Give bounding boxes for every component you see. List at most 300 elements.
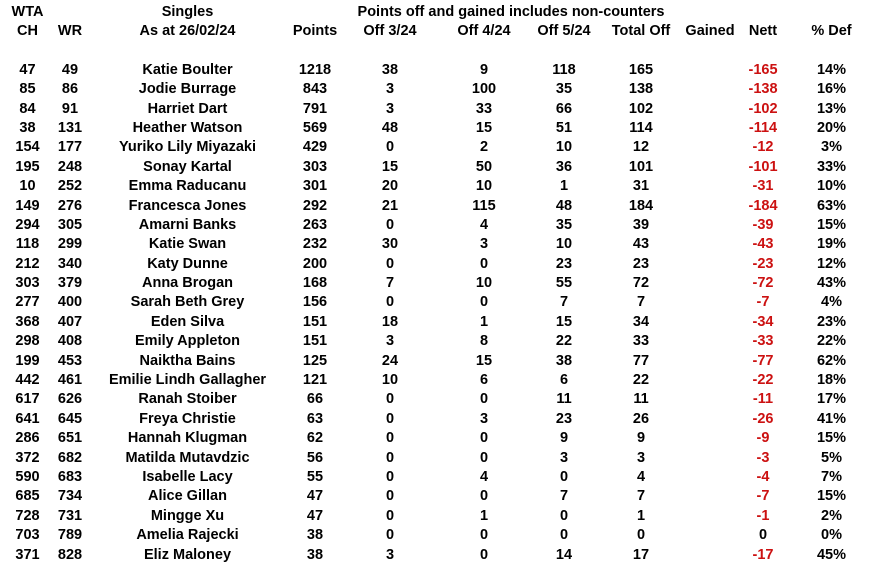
wr-cell[interactable]: 252 bbox=[57, 178, 83, 195]
total-off-cell[interactable]: 72 bbox=[632, 275, 650, 292]
total-off-cell[interactable]: 0 bbox=[636, 527, 646, 544]
column-header-gained[interactable]: Gained bbox=[685, 23, 735, 40]
total-off-cell[interactable]: 26 bbox=[632, 410, 650, 427]
total-off-cell[interactable]: 4 bbox=[636, 468, 646, 485]
player-name-cell[interactable]: Emily Appleton bbox=[135, 333, 240, 350]
table-body bbox=[0, 61, 875, 565]
pct-def-cell[interactable]: 19% bbox=[816, 236, 847, 253]
table-row bbox=[0, 197, 875, 216]
wr-cell[interactable]: 626 bbox=[57, 391, 83, 408]
off-4-24-cell[interactable]: 4 bbox=[479, 216, 489, 233]
points-cell[interactable]: 569 bbox=[302, 119, 328, 136]
points-cell[interactable]: 62 bbox=[306, 430, 324, 447]
player-name-cell[interactable]: Harriet Dart bbox=[147, 100, 228, 117]
ch-cell[interactable]: 590 bbox=[15, 468, 40, 485]
off-4-24-cell[interactable]: 0 bbox=[479, 430, 489, 447]
pct-def-cell[interactable]: 62% bbox=[816, 352, 847, 369]
table-row bbox=[0, 390, 875, 409]
off-5-24-cell[interactable]: 23 bbox=[555, 255, 573, 272]
off-3-24-cell[interactable]: 0 bbox=[385, 507, 395, 524]
total-off-cell[interactable]: 165 bbox=[628, 61, 654, 78]
off-3-24-cell[interactable]: 0 bbox=[385, 527, 395, 544]
total-off-cell[interactable]: 23 bbox=[632, 255, 650, 272]
ch-cell[interactable]: 85 bbox=[19, 81, 36, 98]
off-3-24-cell[interactable]: 0 bbox=[385, 255, 395, 272]
player-name-cell[interactable]: Sarah Beth Grey bbox=[130, 294, 245, 311]
column-header-as-at-date[interactable]: As at 26/02/24 bbox=[139, 23, 236, 40]
off-3-24-cell[interactable]: 48 bbox=[381, 119, 399, 136]
spacer-row bbox=[0, 42, 875, 61]
wr-cell[interactable]: 86 bbox=[61, 81, 79, 98]
off-4-24-cell[interactable]: 10 bbox=[475, 178, 493, 195]
table-row bbox=[0, 507, 875, 526]
total-off-cell[interactable]: 3 bbox=[636, 449, 646, 466]
total-off-cell[interactable]: 114 bbox=[629, 119, 653, 136]
column-header-off-4-24[interactable]: Off 4/24 bbox=[457, 23, 511, 40]
table-row bbox=[0, 313, 875, 332]
total-off-cell[interactable]: 39 bbox=[632, 216, 650, 233]
off-3-24-cell[interactable]: 24 bbox=[381, 352, 399, 369]
player-name-cell[interactable]: Katie Swan bbox=[148, 236, 227, 253]
points-cell[interactable]: 232 bbox=[302, 236, 328, 253]
pct-def-cell[interactable]: 23% bbox=[816, 313, 847, 330]
player-name-cell[interactable]: Hannah Klugman bbox=[127, 430, 248, 447]
pct-def-cell[interactable]: 5% bbox=[821, 449, 842, 466]
off-3-24-cell[interactable]: 0 bbox=[385, 391, 395, 408]
table-row bbox=[0, 138, 875, 157]
off-4-24-cell[interactable]: 1 bbox=[479, 507, 489, 524]
off-3-24-cell[interactable]: 18 bbox=[381, 313, 399, 330]
player-name-cell[interactable]: Amarni Banks bbox=[138, 216, 237, 233]
off-3-24-cell[interactable]: 38 bbox=[381, 61, 399, 78]
off-5-24-cell[interactable]: 15 bbox=[555, 313, 573, 330]
off-3-24-cell[interactable]: 0 bbox=[385, 468, 395, 485]
table-row bbox=[0, 410, 875, 429]
table-row bbox=[0, 332, 875, 351]
pct-def-cell[interactable]: 63% bbox=[816, 197, 847, 214]
points-cell[interactable]: 56 bbox=[306, 449, 324, 466]
player-name-cell[interactable]: Emma Raducanu bbox=[128, 178, 247, 195]
ch-cell[interactable]: 294 bbox=[15, 216, 40, 233]
total-off-cell[interactable]: 1 bbox=[636, 507, 646, 524]
points-cell[interactable]: 200 bbox=[302, 255, 328, 272]
wr-cell[interactable]: 734 bbox=[57, 488, 83, 505]
ch-cell[interactable]: 298 bbox=[15, 333, 40, 350]
off-5-24-cell[interactable]: 10 bbox=[555, 236, 573, 253]
table-row bbox=[0, 119, 875, 138]
nett-cell[interactable]: -43 bbox=[752, 236, 774, 253]
table-row bbox=[0, 235, 875, 254]
player-name-cell[interactable]: Alice Gillan bbox=[148, 488, 227, 505]
points-cell[interactable]: 55 bbox=[306, 468, 324, 485]
off-3-24-cell[interactable]: 0 bbox=[385, 410, 395, 427]
column-header-off-3-24[interactable]: Off 3/24 bbox=[363, 23, 417, 40]
pct-def-cell[interactable]: 17% bbox=[816, 391, 847, 408]
ch-cell[interactable]: 703 bbox=[15, 527, 40, 544]
points-cell[interactable]: 303 bbox=[302, 158, 328, 175]
off-4-24-cell[interactable]: 15 bbox=[475, 119, 493, 136]
off-5-24-cell[interactable]: 6 bbox=[559, 372, 569, 389]
ch-cell[interactable]: 277 bbox=[15, 294, 40, 311]
off-3-24-cell[interactable]: 0 bbox=[385, 430, 395, 447]
wr-cell[interactable]: 828 bbox=[57, 546, 83, 563]
player-name-cell[interactable]: Francesca Jones bbox=[128, 197, 247, 214]
table-row bbox=[0, 352, 875, 371]
points-cell[interactable]: 301 bbox=[302, 178, 328, 195]
total-off-cell[interactable]: 17 bbox=[632, 546, 650, 563]
pct-def-cell[interactable]: 22% bbox=[816, 333, 847, 350]
table-row bbox=[0, 177, 875, 196]
nett-cell[interactable]: -3 bbox=[756, 449, 770, 466]
ch-cell[interactable]: 368 bbox=[15, 313, 40, 330]
off-4-24-cell[interactable]: 6 bbox=[479, 372, 489, 389]
table-row bbox=[0, 274, 875, 293]
off-3-24-cell[interactable]: 3 bbox=[385, 81, 395, 98]
wr-cell[interactable]: 682 bbox=[57, 449, 83, 466]
off-5-24-cell[interactable]: 0 bbox=[559, 507, 569, 524]
nett-cell[interactable]: -77 bbox=[752, 352, 774, 369]
ch-cell[interactable]: 10 bbox=[19, 178, 36, 195]
nett-cell[interactable]: 0 bbox=[758, 527, 768, 544]
player-name-cell[interactable]: Eden Silva bbox=[150, 313, 225, 330]
off-5-24-cell[interactable]: 48 bbox=[555, 197, 573, 214]
off-4-24-cell[interactable]: 10 bbox=[475, 275, 493, 292]
off-5-24-cell[interactable]: 36 bbox=[555, 158, 573, 175]
nett-cell[interactable]: -31 bbox=[752, 178, 774, 195]
mode-title-cell[interactable]: Singles bbox=[161, 4, 214, 20]
total-off-cell[interactable]: 22 bbox=[632, 372, 650, 389]
off-3-24-cell[interactable]: 0 bbox=[385, 488, 395, 505]
pct-def-cell[interactable]: 15% bbox=[816, 216, 847, 233]
nett-cell[interactable]: -102 bbox=[748, 100, 778, 117]
pct-def-cell[interactable]: 12% bbox=[816, 255, 847, 272]
points-cell[interactable]: 263 bbox=[302, 216, 328, 233]
player-name-cell[interactable]: Katie Boulter bbox=[142, 61, 233, 78]
player-name-cell[interactable]: Matilda Mutavdzic bbox=[125, 449, 250, 466]
player-name-cell[interactable]: Freya Christie bbox=[139, 410, 236, 427]
off-5-24-cell[interactable]: 51 bbox=[555, 119, 573, 136]
ch-cell[interactable]: 371 bbox=[15, 546, 40, 563]
column-header-row bbox=[0, 22, 875, 41]
points-cell[interactable]: 1218 bbox=[298, 61, 332, 78]
nett-cell[interactable]: -72 bbox=[752, 275, 774, 292]
off-3-24-cell[interactable]: 0 bbox=[385, 449, 395, 466]
pct-def-cell[interactable]: 41% bbox=[816, 410, 847, 427]
total-off-cell[interactable]: 138 bbox=[628, 81, 654, 98]
wr-cell[interactable]: 299 bbox=[57, 236, 83, 253]
table-row bbox=[0, 216, 875, 235]
nett-cell[interactable]: -34 bbox=[752, 313, 774, 330]
nett-cell[interactable]: -22 bbox=[752, 372, 774, 389]
ch-cell[interactable]: 149 bbox=[15, 197, 40, 214]
points-cell[interactable]: 47 bbox=[306, 488, 324, 505]
wr-cell[interactable]: 731 bbox=[57, 507, 83, 524]
total-off-cell[interactable]: 34 bbox=[632, 313, 650, 330]
off-3-24-cell[interactable]: 10 bbox=[381, 372, 399, 389]
pct-def-cell[interactable]: 13% bbox=[816, 100, 847, 117]
ch-cell[interactable]: 685 bbox=[15, 488, 40, 505]
off-5-24-cell[interactable]: 35 bbox=[555, 81, 573, 98]
off-5-24-cell[interactable]: 10 bbox=[555, 139, 573, 156]
off-4-24-cell[interactable]: 0 bbox=[479, 449, 489, 466]
pct-def-cell[interactable]: 4% bbox=[821, 294, 842, 311]
off-3-24-cell[interactable]: 0 bbox=[385, 216, 395, 233]
points-cell[interactable]: 791 bbox=[302, 100, 328, 117]
points-cell[interactable]: 63 bbox=[306, 410, 324, 427]
table-row bbox=[0, 158, 875, 177]
total-off-cell[interactable]: 33 bbox=[632, 333, 650, 350]
ch-cell[interactable]: 118 bbox=[15, 236, 40, 253]
wr-cell[interactable]: 408 bbox=[57, 333, 83, 350]
off-4-24-cell[interactable]: 4 bbox=[479, 468, 489, 485]
column-header-nett[interactable]: Nett bbox=[748, 23, 778, 40]
points-cell[interactable]: 168 bbox=[302, 275, 328, 292]
points-cell[interactable]: 429 bbox=[302, 139, 328, 156]
ch-cell[interactable]: 199 bbox=[15, 352, 40, 369]
table-row bbox=[0, 546, 875, 565]
column-header-pct-def[interactable]: % Def bbox=[811, 23, 852, 40]
pct-def-cell[interactable]: 7% bbox=[821, 468, 842, 485]
total-off-cell[interactable]: 12 bbox=[632, 139, 650, 156]
player-name-cell[interactable]: Amelia Rajecki bbox=[136, 527, 239, 544]
wr-cell[interactable]: 276 bbox=[57, 197, 83, 214]
nett-cell[interactable]: -39 bbox=[752, 216, 774, 233]
player-name-cell[interactable]: Yuriko Lily Miyazaki bbox=[119, 139, 256, 156]
player-name-cell[interactable]: Eliz Maloney bbox=[143, 546, 232, 563]
pct-def-cell[interactable]: 18% bbox=[816, 372, 847, 389]
off-5-24-cell[interactable]: 7 bbox=[559, 294, 569, 311]
org-title-cell[interactable]: WTA bbox=[11, 4, 44, 20]
off-4-24-cell[interactable]: 0 bbox=[479, 488, 489, 505]
ch-cell[interactable]: 641 bbox=[15, 410, 40, 427]
total-off-cell[interactable]: 11 bbox=[633, 391, 649, 408]
player-name-cell[interactable]: Heather Watson bbox=[132, 119, 243, 136]
wr-cell[interactable]: 400 bbox=[57, 294, 83, 311]
nett-cell[interactable]: -1 bbox=[756, 507, 770, 524]
points-cell[interactable]: 47 bbox=[306, 507, 324, 524]
nett-cell[interactable]: -7 bbox=[756, 488, 770, 505]
ch-cell[interactable]: 47 bbox=[19, 61, 36, 78]
points-cell[interactable]: 151 bbox=[302, 313, 328, 330]
off-4-24-cell[interactable]: 33 bbox=[475, 100, 493, 117]
off-5-24-cell[interactable]: 23 bbox=[555, 410, 573, 427]
nett-cell[interactable]: -12 bbox=[752, 139, 774, 156]
wr-cell[interactable]: 461 bbox=[57, 372, 83, 389]
points-cell[interactable]: 292 bbox=[302, 197, 328, 214]
off-3-24-cell[interactable]: 30 bbox=[381, 236, 399, 253]
points-cell[interactable]: 156 bbox=[302, 294, 328, 311]
ch-cell[interactable]: 84 bbox=[19, 100, 36, 117]
pct-def-cell[interactable]: 33% bbox=[816, 158, 847, 175]
wr-cell[interactable]: 340 bbox=[57, 255, 83, 272]
column-header-off-5-24[interactable]: Off 5/24 bbox=[537, 23, 591, 40]
total-off-cell[interactable]: 9 bbox=[636, 430, 646, 447]
off-5-24-cell[interactable]: 66 bbox=[555, 100, 573, 117]
off-4-24-cell[interactable]: 0 bbox=[479, 255, 489, 272]
ch-cell[interactable]: 195 bbox=[15, 158, 40, 175]
off-4-24-cell[interactable]: 2 bbox=[479, 139, 489, 156]
wr-cell[interactable]: 683 bbox=[57, 468, 83, 485]
nett-cell[interactable]: -33 bbox=[752, 333, 774, 350]
nett-cell[interactable]: -4 bbox=[756, 468, 770, 485]
off-4-24-cell[interactable]: 3 bbox=[479, 410, 489, 427]
off-5-24-cell[interactable]: 9 bbox=[559, 430, 569, 447]
off-5-24-cell[interactable]: 22 bbox=[555, 333, 573, 350]
off-5-24-cell[interactable]: 118 bbox=[552, 61, 576, 78]
wr-cell[interactable]: 49 bbox=[61, 61, 79, 78]
table-row bbox=[0, 255, 875, 274]
nett-cell[interactable]: -101 bbox=[748, 158, 778, 175]
ch-cell[interactable]: 372 bbox=[15, 449, 40, 466]
ch-cell[interactable]: 442 bbox=[15, 372, 40, 389]
off-5-24-cell[interactable]: 35 bbox=[555, 216, 573, 233]
total-off-cell[interactable]: 101 bbox=[628, 158, 654, 175]
player-name-cell[interactable]: Mingge Xu bbox=[150, 507, 225, 524]
pct-def-cell[interactable]: 10% bbox=[816, 178, 847, 195]
total-off-cell[interactable]: 7 bbox=[636, 488, 646, 505]
column-header-ch[interactable]: CH bbox=[17, 23, 38, 40]
pct-def-cell[interactable]: 16% bbox=[816, 81, 847, 98]
player-name-cell[interactable]: Naiktha Bains bbox=[139, 352, 236, 369]
off-3-24-cell[interactable]: 7 bbox=[385, 275, 395, 292]
off-3-24-cell[interactable]: 3 bbox=[385, 333, 395, 350]
off-4-24-cell[interactable]: 8 bbox=[479, 333, 489, 350]
off-3-24-cell[interactable]: 0 bbox=[385, 139, 395, 156]
wr-cell[interactable]: 379 bbox=[57, 275, 83, 292]
player-name-cell[interactable]: Isabelle Lacy bbox=[142, 468, 233, 485]
off-5-24-cell[interactable]: 3 bbox=[559, 449, 569, 466]
table-row bbox=[0, 449, 875, 468]
nett-cell[interactable]: -114 bbox=[748, 119, 778, 136]
table-row bbox=[0, 468, 875, 487]
table-row bbox=[0, 100, 875, 119]
player-name-cell[interactable]: Emilie Lindh Gallagher bbox=[108, 372, 267, 389]
off-4-24-cell[interactable]: 100 bbox=[471, 81, 497, 98]
wr-cell[interactable]: 453 bbox=[57, 352, 83, 369]
total-off-cell[interactable]: 43 bbox=[632, 236, 650, 253]
player-name-cell[interactable]: Jodie Burrage bbox=[138, 81, 237, 98]
wr-cell[interactable]: 789 bbox=[57, 527, 83, 544]
off-4-24-cell[interactable]: 50 bbox=[475, 158, 493, 175]
wr-cell[interactable]: 407 bbox=[57, 313, 83, 330]
total-off-cell[interactable]: 102 bbox=[628, 100, 654, 117]
nett-cell[interactable]: -23 bbox=[752, 255, 774, 272]
off-5-24-cell[interactable]: 0 bbox=[559, 468, 569, 485]
table-row bbox=[0, 526, 875, 545]
off-3-24-cell[interactable]: 3 bbox=[385, 546, 395, 563]
off-4-24-cell[interactable]: 0 bbox=[479, 294, 489, 311]
off-5-24-cell[interactable]: 0 bbox=[559, 527, 569, 544]
ch-cell[interactable]: 38 bbox=[19, 119, 36, 136]
wr-cell[interactable]: 651 bbox=[57, 430, 83, 447]
off-3-24-cell[interactable]: 15 bbox=[381, 158, 399, 175]
off-4-24-cell[interactable]: 115 bbox=[472, 197, 496, 214]
pct-def-cell[interactable]: 15% bbox=[816, 430, 847, 447]
nett-cell[interactable]: -17 bbox=[752, 546, 774, 563]
player-name-cell[interactable]: Anna Brogan bbox=[141, 275, 234, 292]
off-5-24-cell[interactable]: 38 bbox=[555, 352, 573, 369]
off-4-24-cell[interactable]: 3 bbox=[479, 236, 489, 253]
pct-def-cell[interactable]: 3% bbox=[821, 139, 842, 156]
wr-cell[interactable]: 177 bbox=[57, 139, 83, 156]
points-cell[interactable]: 843 bbox=[302, 81, 328, 98]
pct-def-cell[interactable]: 43% bbox=[816, 275, 847, 292]
points-cell[interactable]: 125 bbox=[302, 352, 328, 369]
player-name-cell[interactable]: Sonay Kartal bbox=[143, 158, 232, 175]
total-off-cell[interactable]: 7 bbox=[636, 294, 646, 311]
player-name-cell[interactable]: Ranah Stoiber bbox=[138, 391, 237, 408]
points-cell[interactable]: 151 bbox=[302, 333, 328, 350]
pct-def-cell[interactable]: 0% bbox=[821, 527, 842, 544]
wr-cell[interactable]: 305 bbox=[57, 216, 83, 233]
points-cell[interactable]: 38 bbox=[306, 546, 324, 563]
off-5-24-cell[interactable]: 11 bbox=[556, 391, 572, 408]
pct-def-cell[interactable]: 45% bbox=[816, 546, 847, 563]
off-5-24-cell[interactable]: 55 bbox=[555, 275, 573, 292]
total-off-cell[interactable]: 31 bbox=[632, 178, 650, 195]
pct-def-cell[interactable]: 20% bbox=[816, 119, 847, 136]
off-4-24-cell[interactable]: 0 bbox=[479, 546, 489, 563]
nett-cell[interactable]: -9 bbox=[756, 430, 770, 447]
off-4-24-cell[interactable]: 0 bbox=[479, 391, 489, 408]
total-off-cell[interactable]: 77 bbox=[632, 352, 650, 369]
column-header-points[interactable]: Points bbox=[292, 23, 338, 40]
ch-cell[interactable]: 728 bbox=[15, 507, 40, 524]
nett-cell[interactable]: -184 bbox=[748, 197, 778, 214]
off-5-24-cell[interactable]: 1 bbox=[559, 178, 569, 195]
off-3-24-cell[interactable]: 20 bbox=[381, 178, 399, 195]
ch-cell[interactable]: 303 bbox=[15, 275, 40, 292]
nett-cell[interactable]: -7 bbox=[756, 294, 770, 311]
off-5-24-cell[interactable]: 7 bbox=[559, 488, 569, 505]
pct-def-cell[interactable]: 14% bbox=[816, 61, 847, 78]
pct-def-cell[interactable]: 2% bbox=[821, 507, 842, 524]
player-name-cell[interactable]: Katy Dunne bbox=[147, 255, 228, 272]
off-4-24-cell[interactable]: 15 bbox=[475, 352, 493, 369]
total-off-cell[interactable]: 184 bbox=[628, 197, 654, 214]
ch-cell[interactable]: 154 bbox=[15, 139, 40, 156]
table-row bbox=[0, 61, 875, 80]
off-3-24-cell[interactable]: 0 bbox=[385, 294, 395, 311]
points-cell[interactable]: 121 bbox=[302, 372, 328, 389]
nett-cell[interactable]: -26 bbox=[752, 410, 774, 427]
wr-cell[interactable]: 131 bbox=[57, 119, 83, 136]
off-3-24-cell[interactable]: 3 bbox=[385, 100, 395, 117]
off-4-24-cell[interactable]: 9 bbox=[479, 61, 489, 78]
ch-cell[interactable]: 286 bbox=[15, 430, 40, 447]
ch-cell[interactable]: 617 bbox=[15, 391, 40, 408]
table-row bbox=[0, 371, 875, 390]
note-cell[interactable]: Points off and gained includes non-counters bbox=[357, 4, 665, 20]
column-header-total-off[interactable]: Total Off bbox=[611, 23, 671, 40]
ch-cell[interactable]: 212 bbox=[15, 255, 40, 272]
nett-cell[interactable]: -11 bbox=[752, 391, 774, 408]
wr-cell[interactable]: 248 bbox=[57, 158, 83, 175]
off-3-24-cell[interactable]: 21 bbox=[381, 197, 399, 214]
table-row bbox=[0, 293, 875, 312]
off-4-24-cell[interactable]: 0 bbox=[479, 527, 489, 544]
points-cell[interactable]: 38 bbox=[306, 527, 324, 544]
off-4-24-cell[interactable]: 1 bbox=[479, 313, 489, 330]
nett-cell[interactable]: -165 bbox=[748, 61, 778, 78]
off-5-24-cell[interactable]: 14 bbox=[555, 546, 573, 563]
pct-def-cell[interactable]: 15% bbox=[816, 488, 847, 505]
points-cell[interactable]: 66 bbox=[306, 391, 324, 408]
nett-cell[interactable]: -138 bbox=[748, 81, 778, 98]
wr-cell[interactable]: 91 bbox=[61, 100, 79, 117]
column-header-wr[interactable]: WR bbox=[57, 23, 83, 40]
wr-cell[interactable]: 645 bbox=[57, 410, 83, 427]
